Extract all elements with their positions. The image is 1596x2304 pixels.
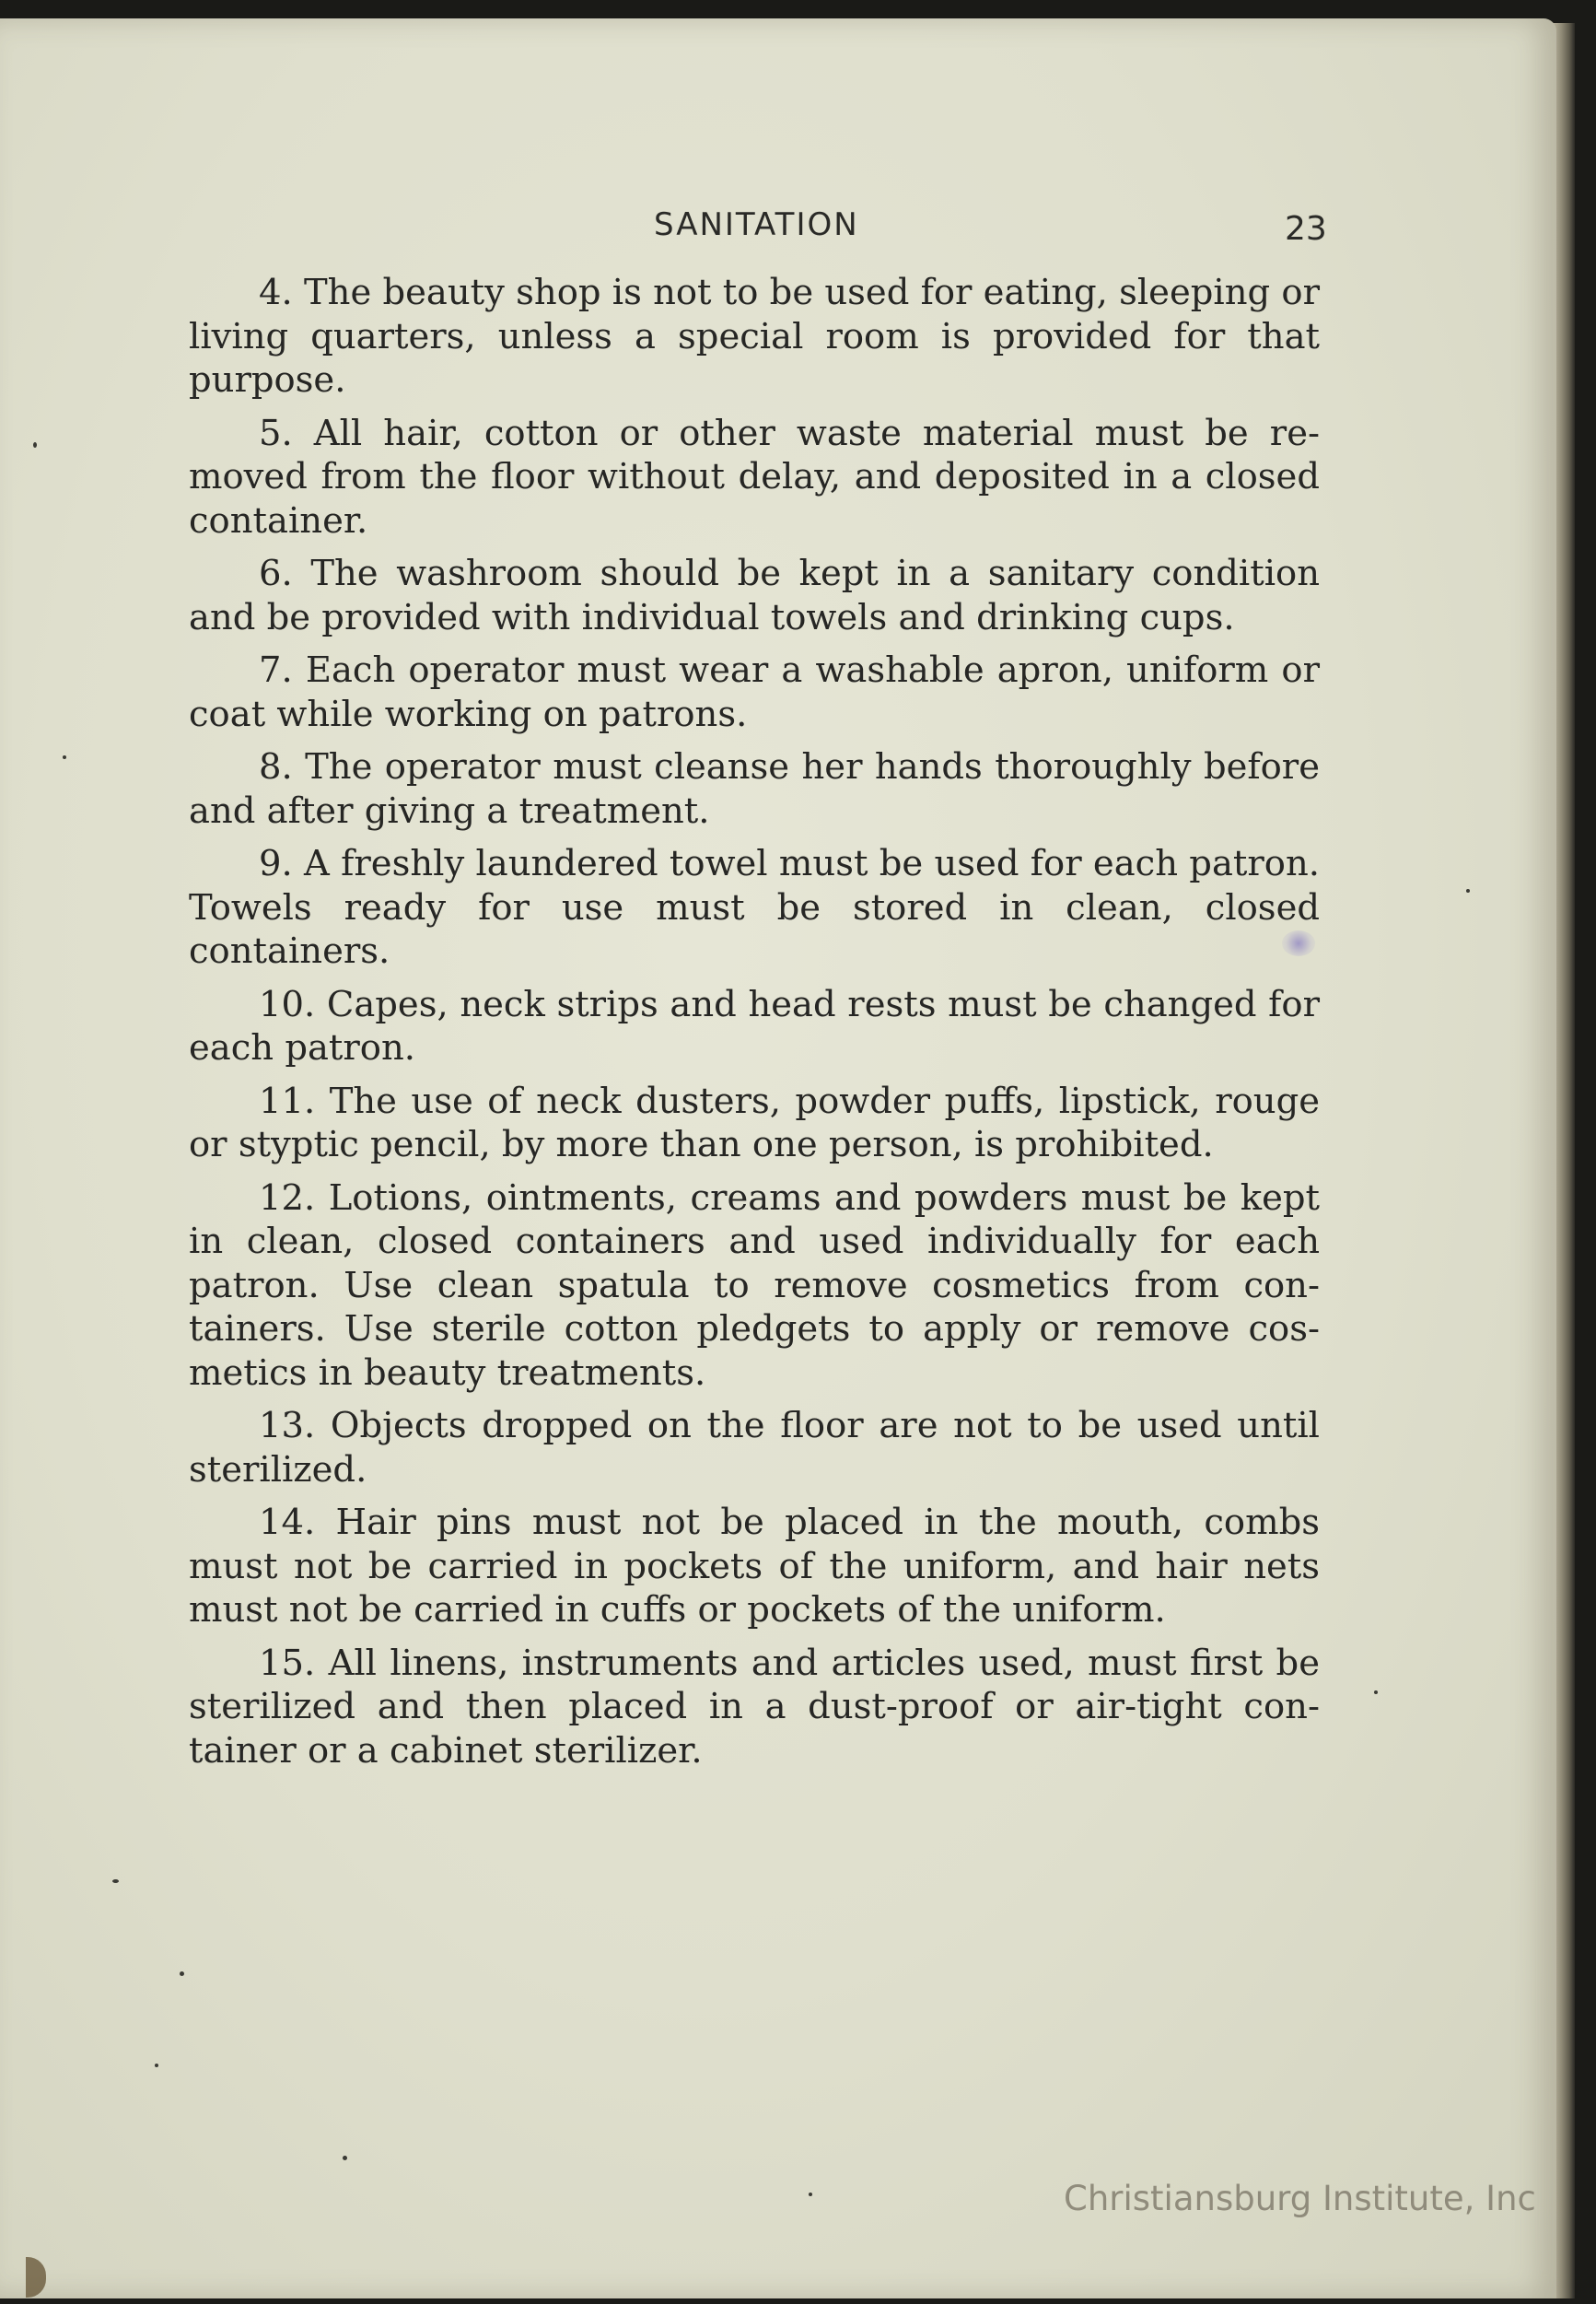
speck (33, 442, 37, 448)
section-title: SANITATION (654, 206, 859, 243)
rule-8: 8. The operator must cleanse her hands thoroughly before and after giving a treatment. (189, 746, 1320, 832)
rule-12: 12. Lotions, ointments, creams and powders must be kept in clean, closed containers and used individually for each patron. Use clean spatula to remove cosmetics from containers. Use sterile cotton pledgets to apply or remove cosmetics in beauty treatments. (189, 1176, 1320, 1394)
book-page (0, 18, 1556, 2298)
rule-6: 6. The washroom should be kept in a sanitary condition and be provided with individual towels and drinking cups. (189, 553, 1320, 638)
page-corner-mark (26, 2257, 46, 2298)
speck (1466, 889, 1470, 893)
rule-4: 4. The beauty shop is not to be used for eating, sleeping or living quarters, unless a special room is provided for that purpose. (189, 272, 1320, 401)
page-number: 23 (1285, 210, 1327, 248)
rule-9: 9. A freshly laundered towel must be used for each patron. Towels ready for use must be stored in clean, closed containers. (189, 843, 1320, 972)
running-head (0, 206, 1556, 252)
speck (343, 2156, 347, 2160)
rule-10: 10. Capes, neck strips and head rests must be changed for each patron. (189, 983, 1320, 1069)
rule-14: 14. Hair pins must not be placed in the mouth, combs must not be carried in pockets of the uniform, and hair nets must not be carried in cuffs or pockets of the uniform. (189, 1502, 1320, 1631)
speck (155, 2064, 158, 2067)
watermark: Christiansburg Institute, Inc (1064, 2179, 1536, 2218)
speck (180, 1971, 184, 1976)
ink-stain (1282, 930, 1315, 956)
speck (1374, 1690, 1378, 1694)
rule-7: 7. Each operator must wear a washable apron, uniform or coat while working on patrons. (189, 649, 1320, 735)
speck (809, 2193, 812, 2196)
rule-15: 15. All linens, instruments and articles used, must first be sterilized and then placed in a dust-proof or air-tight container or a cabinet sterilizer. (189, 1642, 1320, 1772)
speck (63, 755, 66, 759)
rule-11: 11. The use of neck dusters, powder puffs, lipstick, rouge or styptic pencil, by more than one person, is prohibited. (189, 1080, 1320, 1165)
speck (112, 1879, 119, 1883)
rule-5: 5. All hair, cotton or other waste material must be removed from the floor without delay, and deposited in a closed container. (189, 412, 1320, 542)
rules-list (189, 271, 1320, 1782)
rule-13: 13. Objects dropped on the floor are not to be used until sterilized. (189, 1405, 1320, 1491)
